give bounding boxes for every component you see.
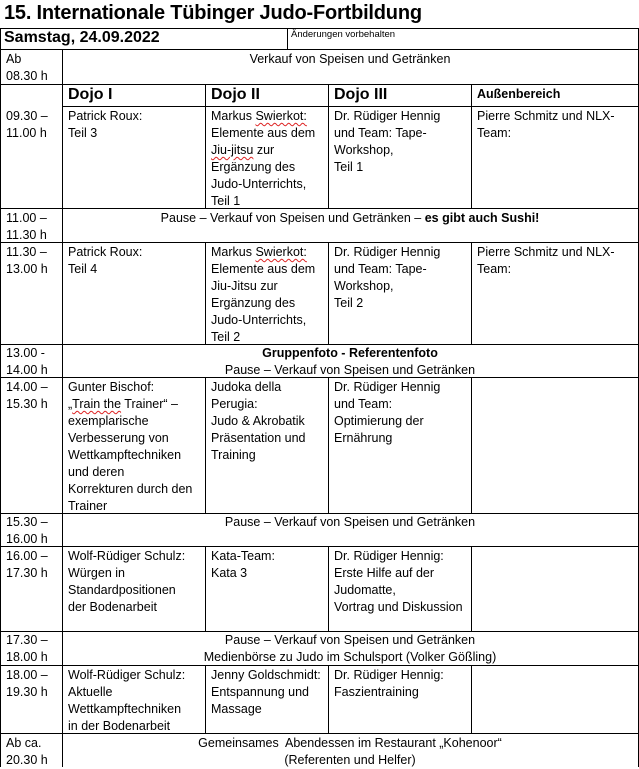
grid-line bbox=[205, 546, 206, 631]
time-cell: Ab ca. 20.30 h bbox=[6, 736, 48, 767]
session-cell: Patrick Roux: Teil 3 bbox=[68, 109, 143, 140]
column-header-outdoor: Außenbereich bbox=[477, 87, 561, 101]
session-cell: Wolf-Rüdiger Schulz: Aktuelle Wettkampftechniken in der Bodenarbeit bbox=[68, 668, 186, 733]
grid-line bbox=[0, 242, 639, 243]
session-cell: Dr. Rüdiger Hennig und Team: Optimierung der Ernährung bbox=[334, 380, 441, 445]
event-cell: Gruppenfoto - Referentenfoto Pause – Verkauf von Speisen und Getränken bbox=[224, 346, 476, 377]
time-cell: 13.00 - 14.00 h bbox=[6, 346, 48, 377]
session-cell: Judoka della Perugia: Judo & Akrobatik Präsentation und Training bbox=[211, 380, 306, 462]
grid-line bbox=[328, 665, 329, 733]
session-cell: Kata-Team: Kata 3 bbox=[211, 549, 275, 580]
grid-line bbox=[471, 242, 472, 344]
column-header-dojo2: Dojo II bbox=[211, 86, 260, 103]
session-cell: Dr. Rüdiger Hennig: Faszientraining bbox=[334, 668, 444, 699]
event-cell: Gemeinsames Abendessen im Restaurant „Kohenoor“ (Referenten und Helfer) bbox=[198, 736, 502, 767]
date-label: Samstag, 24.09.2022 bbox=[4, 29, 160, 46]
grid-line bbox=[0, 49, 639, 50]
session-cell: Jenny Goldschmidt: Entspannung und Massage bbox=[211, 668, 321, 716]
changes-note: Änderungen vorbehalten bbox=[291, 29, 396, 40]
column-header-dojo1: Dojo I bbox=[68, 86, 113, 103]
event-cell: Pause – Verkauf von Speisen und Getränken Medienbörse zu Judo im Schulsport (Volker Gößling) bbox=[203, 633, 497, 664]
event-cell: Pause – Verkauf von Speisen und Getränken – es gibt auch Sushi! bbox=[160, 211, 540, 225]
time-cell: 11.30 – 13.00 h bbox=[6, 245, 48, 276]
grid-line bbox=[328, 242, 329, 344]
time-cell: 18.00 – 19.30 h bbox=[6, 668, 48, 699]
time-cell: 16.00 – 17.30 h bbox=[6, 549, 48, 580]
session-cell: Gunter Bischof: „Train the Trainer“ – exemplarische Verbesserung von Wettkampftechniken und deren Korrekturen durch den Trainer bbox=[68, 380, 193, 513]
grid-line bbox=[287, 28, 288, 49]
grid-line bbox=[328, 546, 329, 631]
column-header-dojo3: Dojo III bbox=[334, 86, 388, 103]
time-cell: 14.00 – 15.30 h bbox=[6, 380, 48, 411]
time-cell: 11.00 – 11.30 h bbox=[6, 211, 47, 242]
grid-line bbox=[471, 546, 472, 631]
session-cell: Dr. Rüdiger Hennig: Erste Hilfe auf der Judomatte, Vortrag und Diskussion bbox=[334, 549, 463, 614]
grid-line bbox=[62, 106, 639, 107]
grid-line bbox=[205, 377, 206, 513]
grid-line bbox=[471, 377, 472, 513]
event-cell: Verkauf von Speisen und Getränken bbox=[249, 52, 451, 66]
grid-line bbox=[0, 28, 639, 29]
session-cell: Pierre Schmitz und NLX- Team: bbox=[477, 109, 615, 140]
grid-line bbox=[205, 84, 206, 208]
grid-line bbox=[0, 208, 639, 209]
grid-line bbox=[205, 242, 206, 344]
time-cell: 17.30 – 18.00 h bbox=[6, 633, 48, 664]
session-cell: Dr. Rüdiger Hennig und Team: Tape- Workshop, Teil 1 bbox=[334, 109, 441, 174]
grid-line bbox=[0, 546, 639, 547]
time-cell: 15.30 – 16.00 h bbox=[6, 515, 48, 546]
grid-line bbox=[205, 665, 206, 733]
time-cell: Ab 08.30 h bbox=[6, 52, 48, 83]
session-cell: Pierre Schmitz und NLX- Team: bbox=[477, 245, 615, 276]
session-cell: Markus Swierkot: Elemente aus dem Jiu-Jitsu zur Ergänzung des Judo-Unterrichts, Teil 2 bbox=[211, 245, 316, 344]
grid-line bbox=[0, 28, 1, 767]
grid-line bbox=[0, 84, 639, 85]
session-cell: Markus Swierkot: Elemente aus dem Jiu-jitsu zur Ergänzung des Judo-Unterrichts, Teil 1 bbox=[211, 109, 316, 208]
session-cell: Dr. Rüdiger Hennig und Team: Tape- Workshop, Teil 2 bbox=[334, 245, 441, 310]
grid-line bbox=[328, 84, 329, 208]
grid-line bbox=[471, 665, 472, 733]
event-cell: Pause – Verkauf von Speisen und Getränken bbox=[224, 515, 476, 529]
page-title: 15. Internationale Tübinger Judo-Fortbildung bbox=[4, 2, 422, 24]
time-cell: 09.30 – 11.00 h bbox=[6, 109, 48, 140]
grid-line bbox=[328, 377, 329, 513]
session-cell: Patrick Roux: Teil 4 bbox=[68, 245, 143, 276]
grid-line bbox=[471, 84, 472, 208]
session-cell: Wolf-Rüdiger Schulz: Würgen in Standardpositionen der Bodenarbeit bbox=[68, 549, 186, 614]
